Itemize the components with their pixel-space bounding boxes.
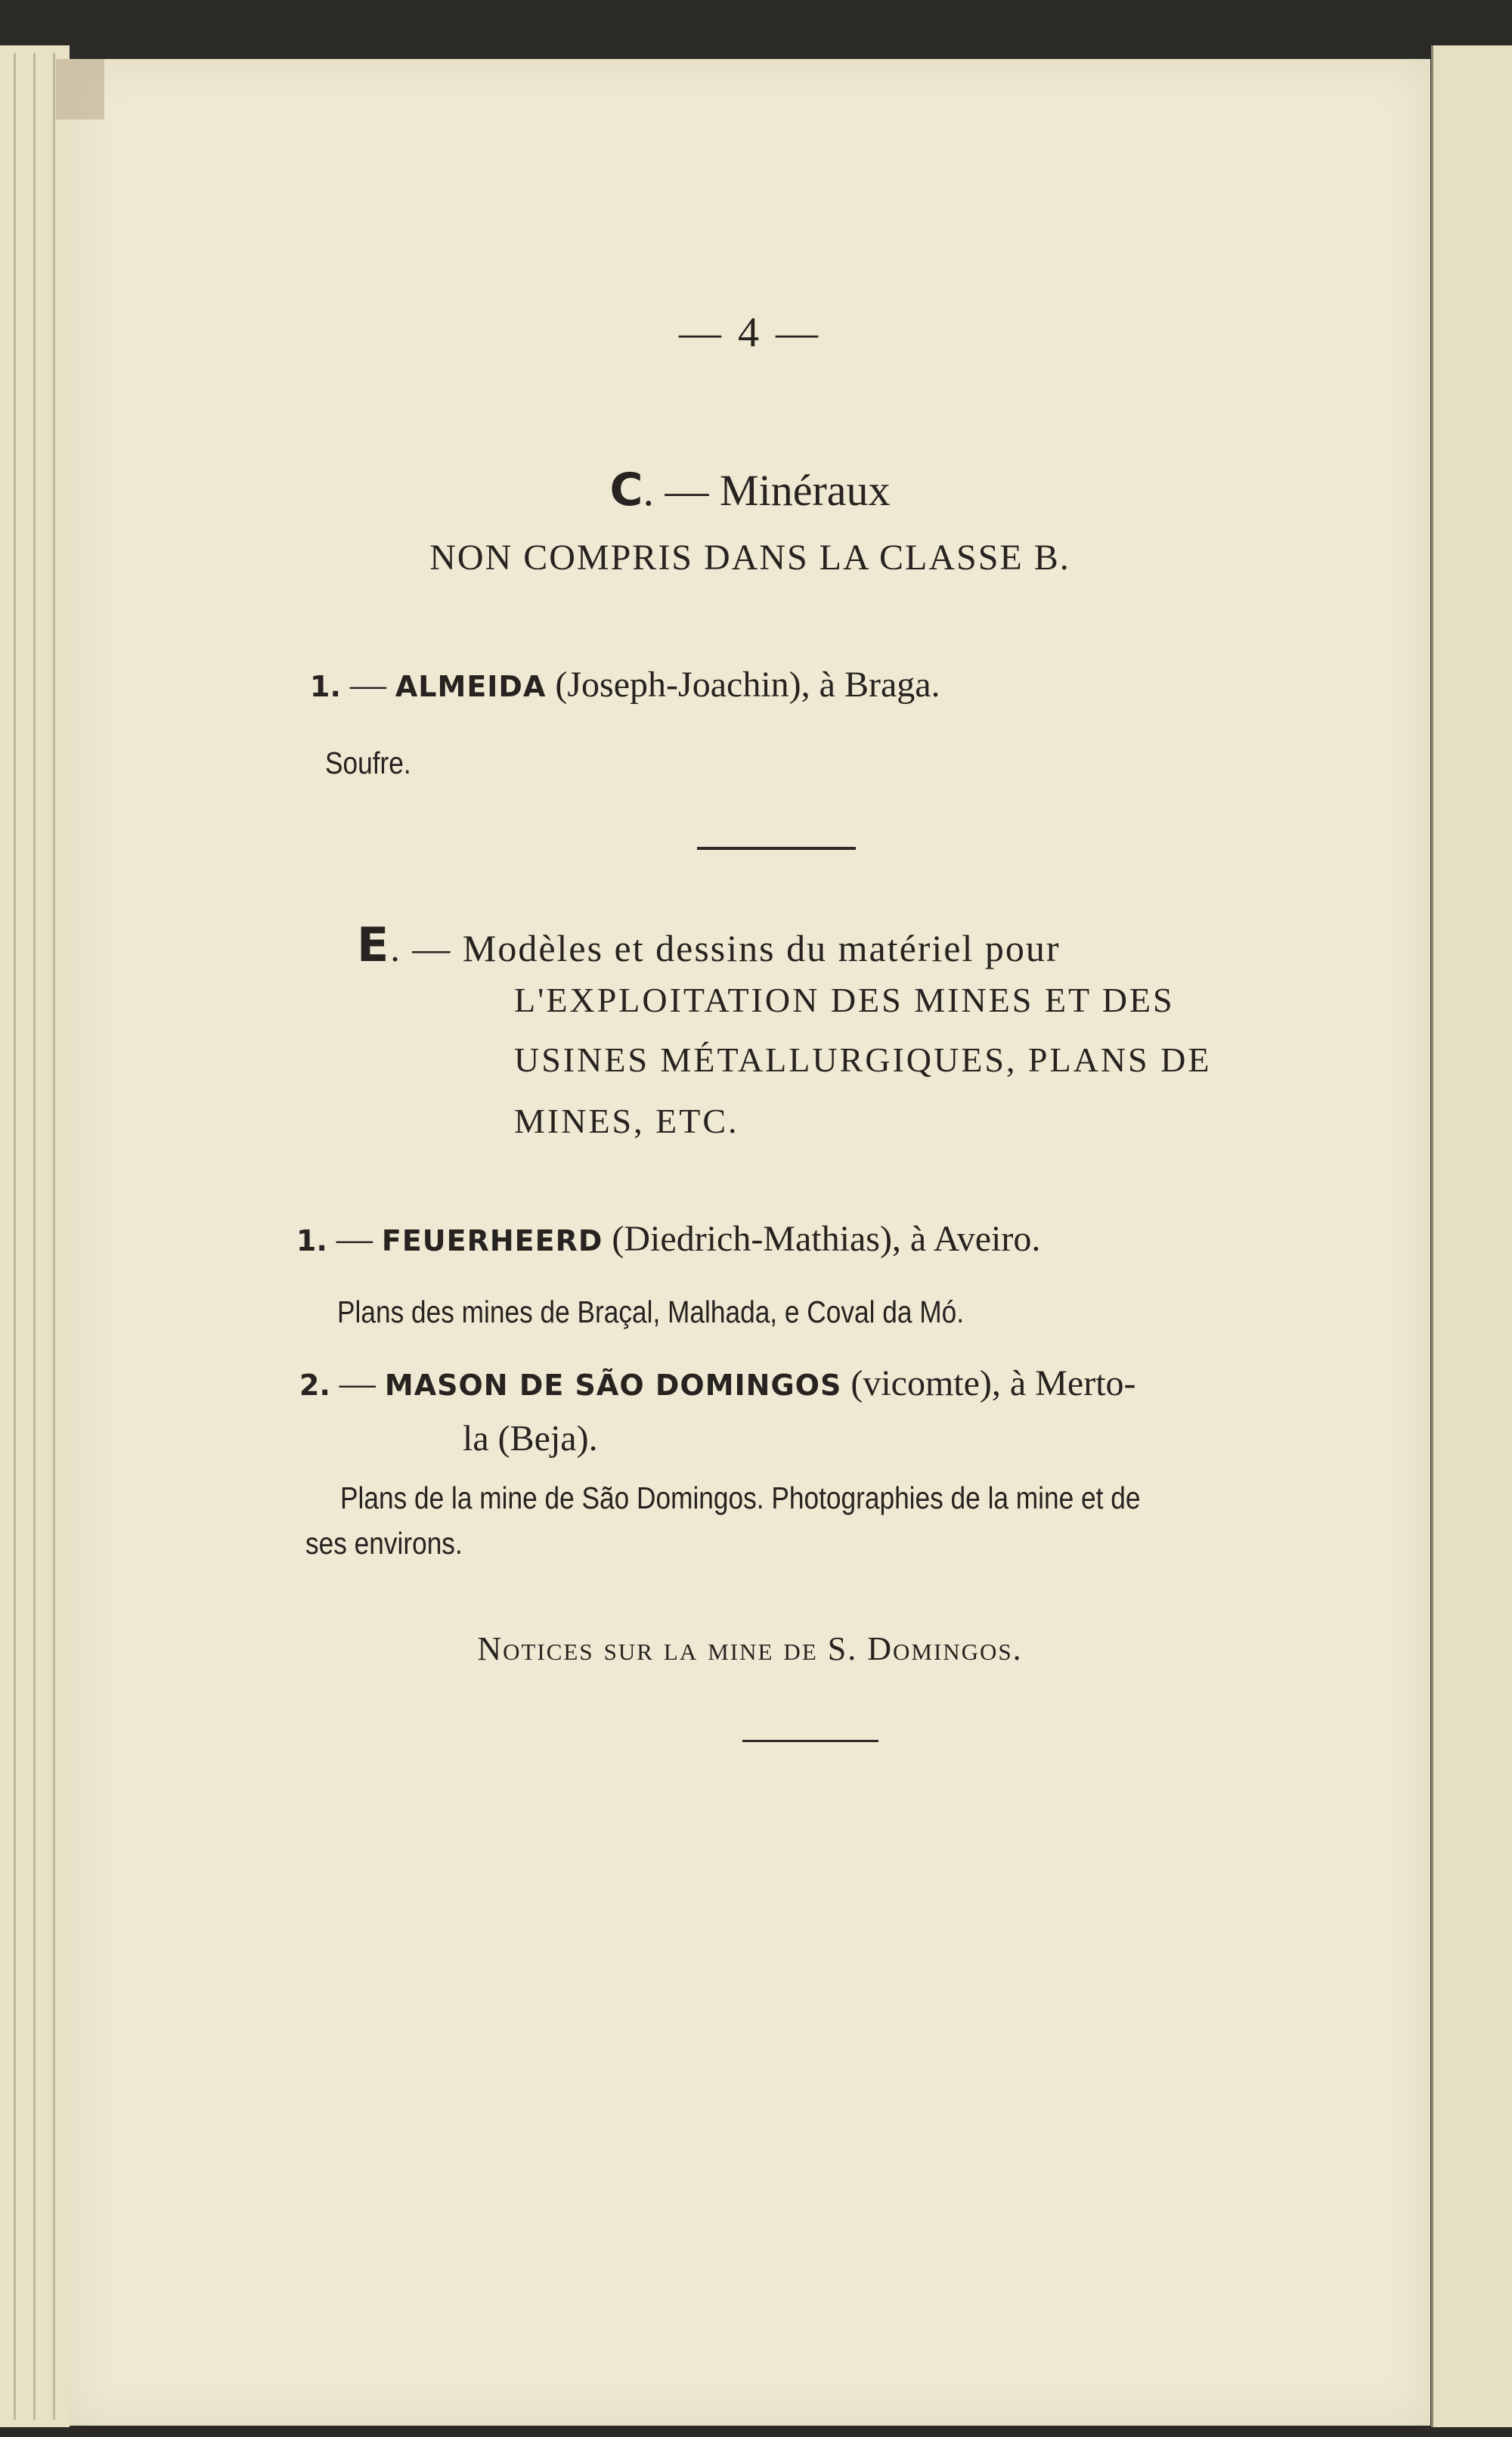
page-number: — 4 — xyxy=(679,309,821,356)
entry-dash: — xyxy=(336,1219,373,1259)
entry-c-1 xyxy=(310,664,940,705)
divider xyxy=(742,1740,878,1742)
entry-e-2-note-line: ses environs. xyxy=(305,1526,463,1561)
page-stack-right xyxy=(1431,45,1512,2427)
page-edge xyxy=(53,53,55,2420)
entry-dash: — xyxy=(349,665,386,705)
page-edge xyxy=(33,53,36,2420)
entry-details: (Joseph-Joachin), à Braga. xyxy=(555,665,940,705)
section-e-letter: E xyxy=(357,917,391,972)
section-e-title: . — Modèles et dessins du matériel pour xyxy=(390,927,1061,969)
entry-name: FEUERHEERD xyxy=(381,1224,603,1257)
entry-details: (Diedrich-Mathias), à Aveiro. xyxy=(612,1219,1041,1259)
page-corner-fold xyxy=(56,59,104,119)
section-c-subheading: NON COMPRIS DANS LA CLASSE B. xyxy=(429,538,1070,578)
entry-e-1 xyxy=(296,1218,1040,1260)
divider xyxy=(697,847,856,850)
section-e-line: USINES MÉTALLURGIQUES, PLANS DE xyxy=(514,1040,1212,1079)
document-page xyxy=(70,59,1430,2426)
section-c-title: . — Minéraux xyxy=(643,466,891,515)
entry-details: (vicomte), à Merto- xyxy=(850,1363,1136,1403)
entry-name: ALMEIDA xyxy=(395,670,547,703)
notices-title: Notices sur la mine de S. Domingos. xyxy=(477,1630,1023,1667)
section-e-line: L'EXPLOITATION DES MINES ET DES xyxy=(514,981,1175,1019)
entry-number: 1. xyxy=(310,670,341,703)
entry-e-2 xyxy=(299,1363,1136,1404)
page-edge xyxy=(14,53,16,2420)
section-c-heading xyxy=(70,464,1430,516)
entry-c-1-note: Soufre. xyxy=(325,746,411,780)
section-c-letter: C xyxy=(609,464,643,516)
section-e-line: MINES, ETC. xyxy=(514,1102,739,1140)
entry-number: 2. xyxy=(299,1369,330,1402)
entry-name: MASON DE SÃO DOMINGOS xyxy=(384,1369,842,1402)
entry-dash: — xyxy=(339,1363,376,1403)
entry-e-1-note: Plans des mines de Braçal, Malhada, e Coval da Mó. xyxy=(337,1294,965,1329)
entry-e-2-note-line: Plans de la mine de São Domingos. Photographies de la mine et de xyxy=(340,1480,1141,1515)
entry-e-2-continuation: la (Beja). xyxy=(463,1418,598,1459)
entry-number: 1. xyxy=(296,1224,327,1257)
section-e-heading xyxy=(357,917,1061,972)
